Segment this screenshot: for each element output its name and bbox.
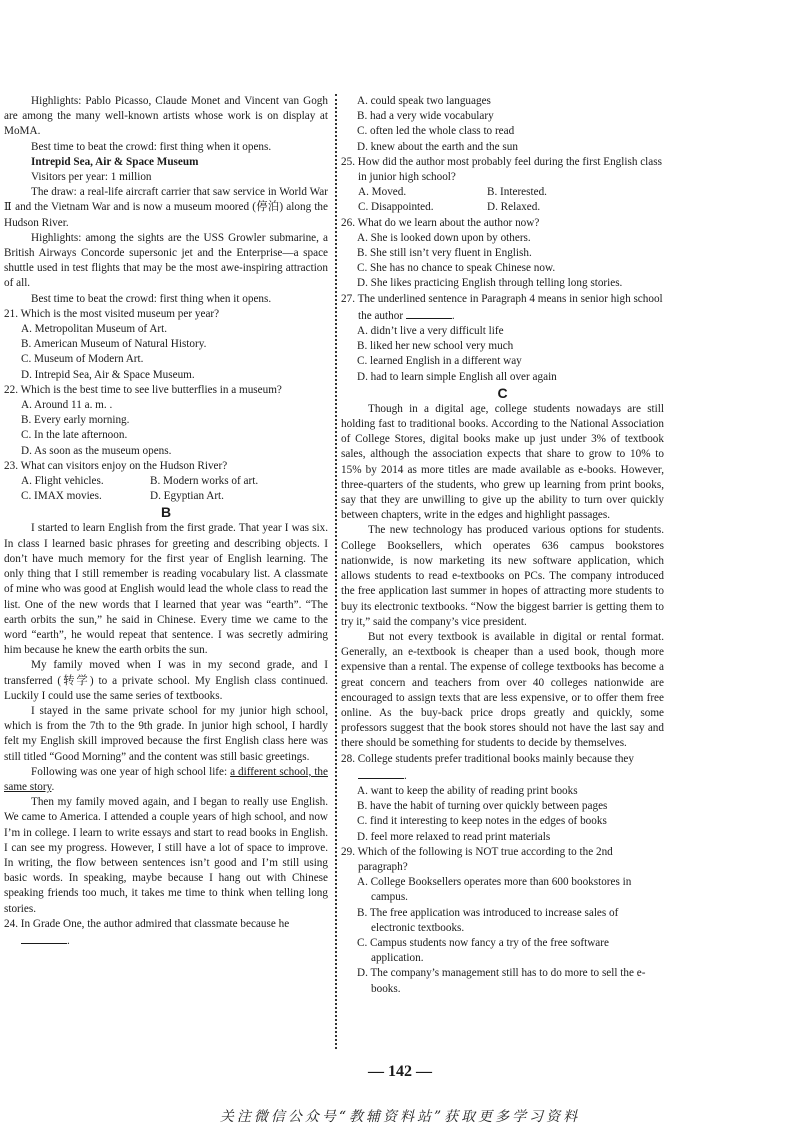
- question-25: 25. How did the author most probably feel during the first English class in junior high school?: [341, 155, 662, 184]
- q21-option-d: D. Intrepid Sea, Air & Space Museum.: [21, 368, 195, 381]
- q27-option-c: C. learned English in a different way: [357, 355, 522, 368]
- question-22: 22. Which is the best time to see live butterflies in a museum?: [4, 383, 282, 396]
- q23-option-b: B. Modern works of art.: [150, 475, 259, 488]
- q21-option-c: C. Museum of Modern Art.: [21, 353, 144, 366]
- q26-option-c: C. She has no chance to speak Chinese now.: [357, 262, 556, 275]
- intrepid-visitors: Visitors per year: 1 million: [31, 171, 152, 184]
- q23-option-c: C. IMAX movies.: [21, 490, 102, 503]
- page-number: — 142 —: [368, 1063, 432, 1080]
- q24-option-c: C. often led the whole class to read: [357, 125, 515, 138]
- q22-option-a: A. Around 11 a. m. .: [21, 399, 113, 412]
- passage-c-paragraph-1: Though in a digital age, college students nowadays are still holding fast to traditional books. According to the National Association of College Stores, digital books make up just under 3% of textbook sales, although the association expects that share to grow to 10% to 15% by 2014 as more titles are made available as e-books. However, three-quarters of the students, who grew up learning from print books, say that they are unwilling to give up the ability to turn over quickly between chapters, write in the edges and highlight passages.: [341, 402, 664, 522]
- question-27: 27. The underlined sentence in Paragraph 4 means in senior high school the author .: [341, 292, 663, 322]
- q26-option-b: B. She still isn’t very fluent in English.: [357, 247, 532, 260]
- intrepid-best-time: Best time to beat the crowd: first thing when it opens.: [31, 292, 272, 305]
- q28-option-b: B. have the habit of turning over quickly between pages: [357, 800, 608, 813]
- q21-option-b: B. American Museum of Natural History.: [21, 338, 207, 351]
- passage-b-paragraph-5: Then my family moved again, and I began to really use English. We came to America. I attended a couple years of high school, and now I’m in college. I learn to write essays and start to read books in English. I can see my progress. However, I still have a lot of space to improve. In writing, the flow between sentences isn’t good and I’m still using basic words. In speaking, maybe because I hang out with Chinese speaking friends too much, it takes me time to think when telling long stories.: [4, 796, 328, 915]
- q22-option-b: B. Every early morning.: [21, 414, 130, 427]
- moma-best-time: Best time to beat the crowd: first thing when it opens.: [31, 140, 272, 153]
- section-c-heading: C: [497, 384, 508, 401]
- underlined-sentence: a different school, the same story: [4, 765, 328, 793]
- passage-b-paragraph-2: My family moved when I was in my second grade, and I transferred (转学) to a private school. My English class continued. Luckily I could use the same series of textbooks.: [4, 659, 328, 702]
- q28-option-d: D. feel more relaxed to read print materials: [357, 830, 551, 843]
- q25-option-c: C. Disappointed.: [358, 201, 434, 214]
- intrepid-draw: The draw: a real-life aircraft carrier that saw service in World War Ⅱ and the Vietnam War and is now a museum moored (停泊) along the Hudson River.: [4, 186, 328, 229]
- q21-option-a: A. Metropolitan Museum of Art.: [21, 323, 168, 336]
- question-26: 26. What do we learn about the author now?: [341, 216, 540, 229]
- q24-option-d: D. knew about the earth and the sun: [357, 140, 518, 153]
- section-b-heading: B: [160, 504, 172, 521]
- q27-option-b: B. liked her new school very much: [357, 340, 514, 353]
- q25-option-d: D. Relaxed.: [487, 201, 541, 214]
- q25-option-b: B. Interested.: [487, 186, 547, 199]
- question-21: 21. Which is the most visited museum per year?: [4, 307, 220, 320]
- q28-option-c: C. find it interesting to keep notes in the edges of books: [357, 815, 607, 828]
- q25-option-a: A. Moved.: [358, 186, 407, 199]
- q22-option-d: D. As soon as the museum opens.: [21, 444, 172, 457]
- column-divider: [335, 94, 337, 1049]
- answer-blank: [21, 932, 67, 944]
- intrepid-highlights: Highlights: among the sights are the USS Growler submarine, a British Airways Concorde supersonic jet and the Enterprise—a space shuttle used in test flights that may be the most awe-inspiring attraction of all.: [4, 231, 328, 290]
- q24-option-b: B. had a very wide vocabulary: [357, 110, 494, 123]
- passage-b-paragraph-3: I stayed in the same private school for my junior high school, which is from the 7th to the 9th grade. In junior high school, I hardly felt my English skill improved because the first English class here was still titled “Good Morning” and the content was still basic greetings.: [4, 704, 328, 763]
- intrepid-heading: Intrepid Sea, Air & Space Museum: [31, 155, 199, 168]
- moma-highlights: Highlights: Pablo Picasso, Claude Monet and Vincent van Gogh are among the many well-known artists whose work is on display at MoMA.: [4, 95, 328, 138]
- q23-option-a: A. Flight vehicles.: [21, 475, 104, 488]
- question-29: 29. Which of the following is NOT true according to the 2nd paragraph?: [341, 845, 613, 873]
- question-28: 28. College students prefer traditional books mainly because they .: [341, 752, 634, 782]
- passage-b-paragraph-4: Following was one year of high school life: a different school, the same story.: [4, 765, 328, 793]
- passage-c-paragraph-2: The new technology has produced various options for students. College Booksellers, which operates 636 campus bookstores nationwide, is now marketing its new software application, which allows students to read e-textbooks on PCs. The company introduced the free application last summer in hopes of attracting more students to buy its electronic textbooks. “Now the biggest barrier is getting them to try it,” said the company’s vice president.: [341, 524, 664, 628]
- q28-option-a: A. want to keep the ability of reading print books: [357, 784, 578, 797]
- passage-c-paragraph-3: But not every textbook is available in digital or rental format. Generally, an e-textbook is cheaper than a used book, though more expensive than a rental. The expense of college textbooks has become a great concern and teachers from over 40 colleges nationwide are encouraged to assign texts that are less expensive, or to offer them free online. As the buy-back price drops greatly and quickly, some professors suggest that the book stores should not have the last say and there should be something for students to decide by themselves.: [341, 630, 664, 750]
- footer-note: 关注微信公众号“教辅资料站”获取更多学习资料: [219, 1109, 581, 1125]
- answer-blank: [406, 307, 452, 319]
- q29-option-a: A. College Booksellers operates more than 600 bookstores in campus.: [357, 876, 632, 904]
- q26-option-d: D. She likes practicing English through telling long stories.: [357, 277, 623, 290]
- q25-options-row-1: [341, 185, 664, 200]
- q26-option-a: A. She is looked down upon by others.: [357, 231, 531, 244]
- q29-option-b: B. The free application was introduced to increase sales of electronic textbooks.: [357, 906, 619, 934]
- q23-options-row-2: [4, 489, 328, 504]
- right-column: [341, 94, 664, 997]
- q27-option-d: D. had to learn simple English all over again: [357, 370, 557, 383]
- passage-b-paragraph-1: I started to learn English from the first grade. That year I was six. In class I learned basic phrases for greeting and describing objects. I don’t have much memory for the first year of English learning. The only thing that I still remember is reading vocabulary list. A classmate of mine who was good at English would lead the whole class to read the list. One of the new words that I learned that year was “earth”. “The earth orbits the sun,” he said in Chinese. Every time we came to the word “earth”, he would repeat that sentence. I was secretly admiring him because he knew the earth orbits the sun.: [4, 522, 328, 657]
- left-column: [4, 94, 328, 949]
- q27-option-a: A. didn’t live a very difficult life: [357, 325, 504, 338]
- q22-option-c: C. In the late afternoon.: [21, 429, 128, 442]
- answer-blank: [358, 767, 404, 779]
- q29-option-d: D. The company’s management still has to do more to sell the e-books.: [357, 967, 646, 995]
- q23-options-row-1: [4, 474, 328, 489]
- question-24: 24. In Grade One, the author admired that classmate because he .: [4, 917, 290, 947]
- q25-options-row-2: [341, 200, 664, 215]
- q29-option-c: C. Campus students now fancy a try of the free software application.: [357, 936, 609, 965]
- q23-option-d: D. Egyptian Art.: [150, 490, 224, 503]
- question-23: 23. What can visitors enjoy on the Hudson River?: [4, 459, 228, 472]
- q24-option-a: A. could speak two languages: [357, 95, 491, 107]
